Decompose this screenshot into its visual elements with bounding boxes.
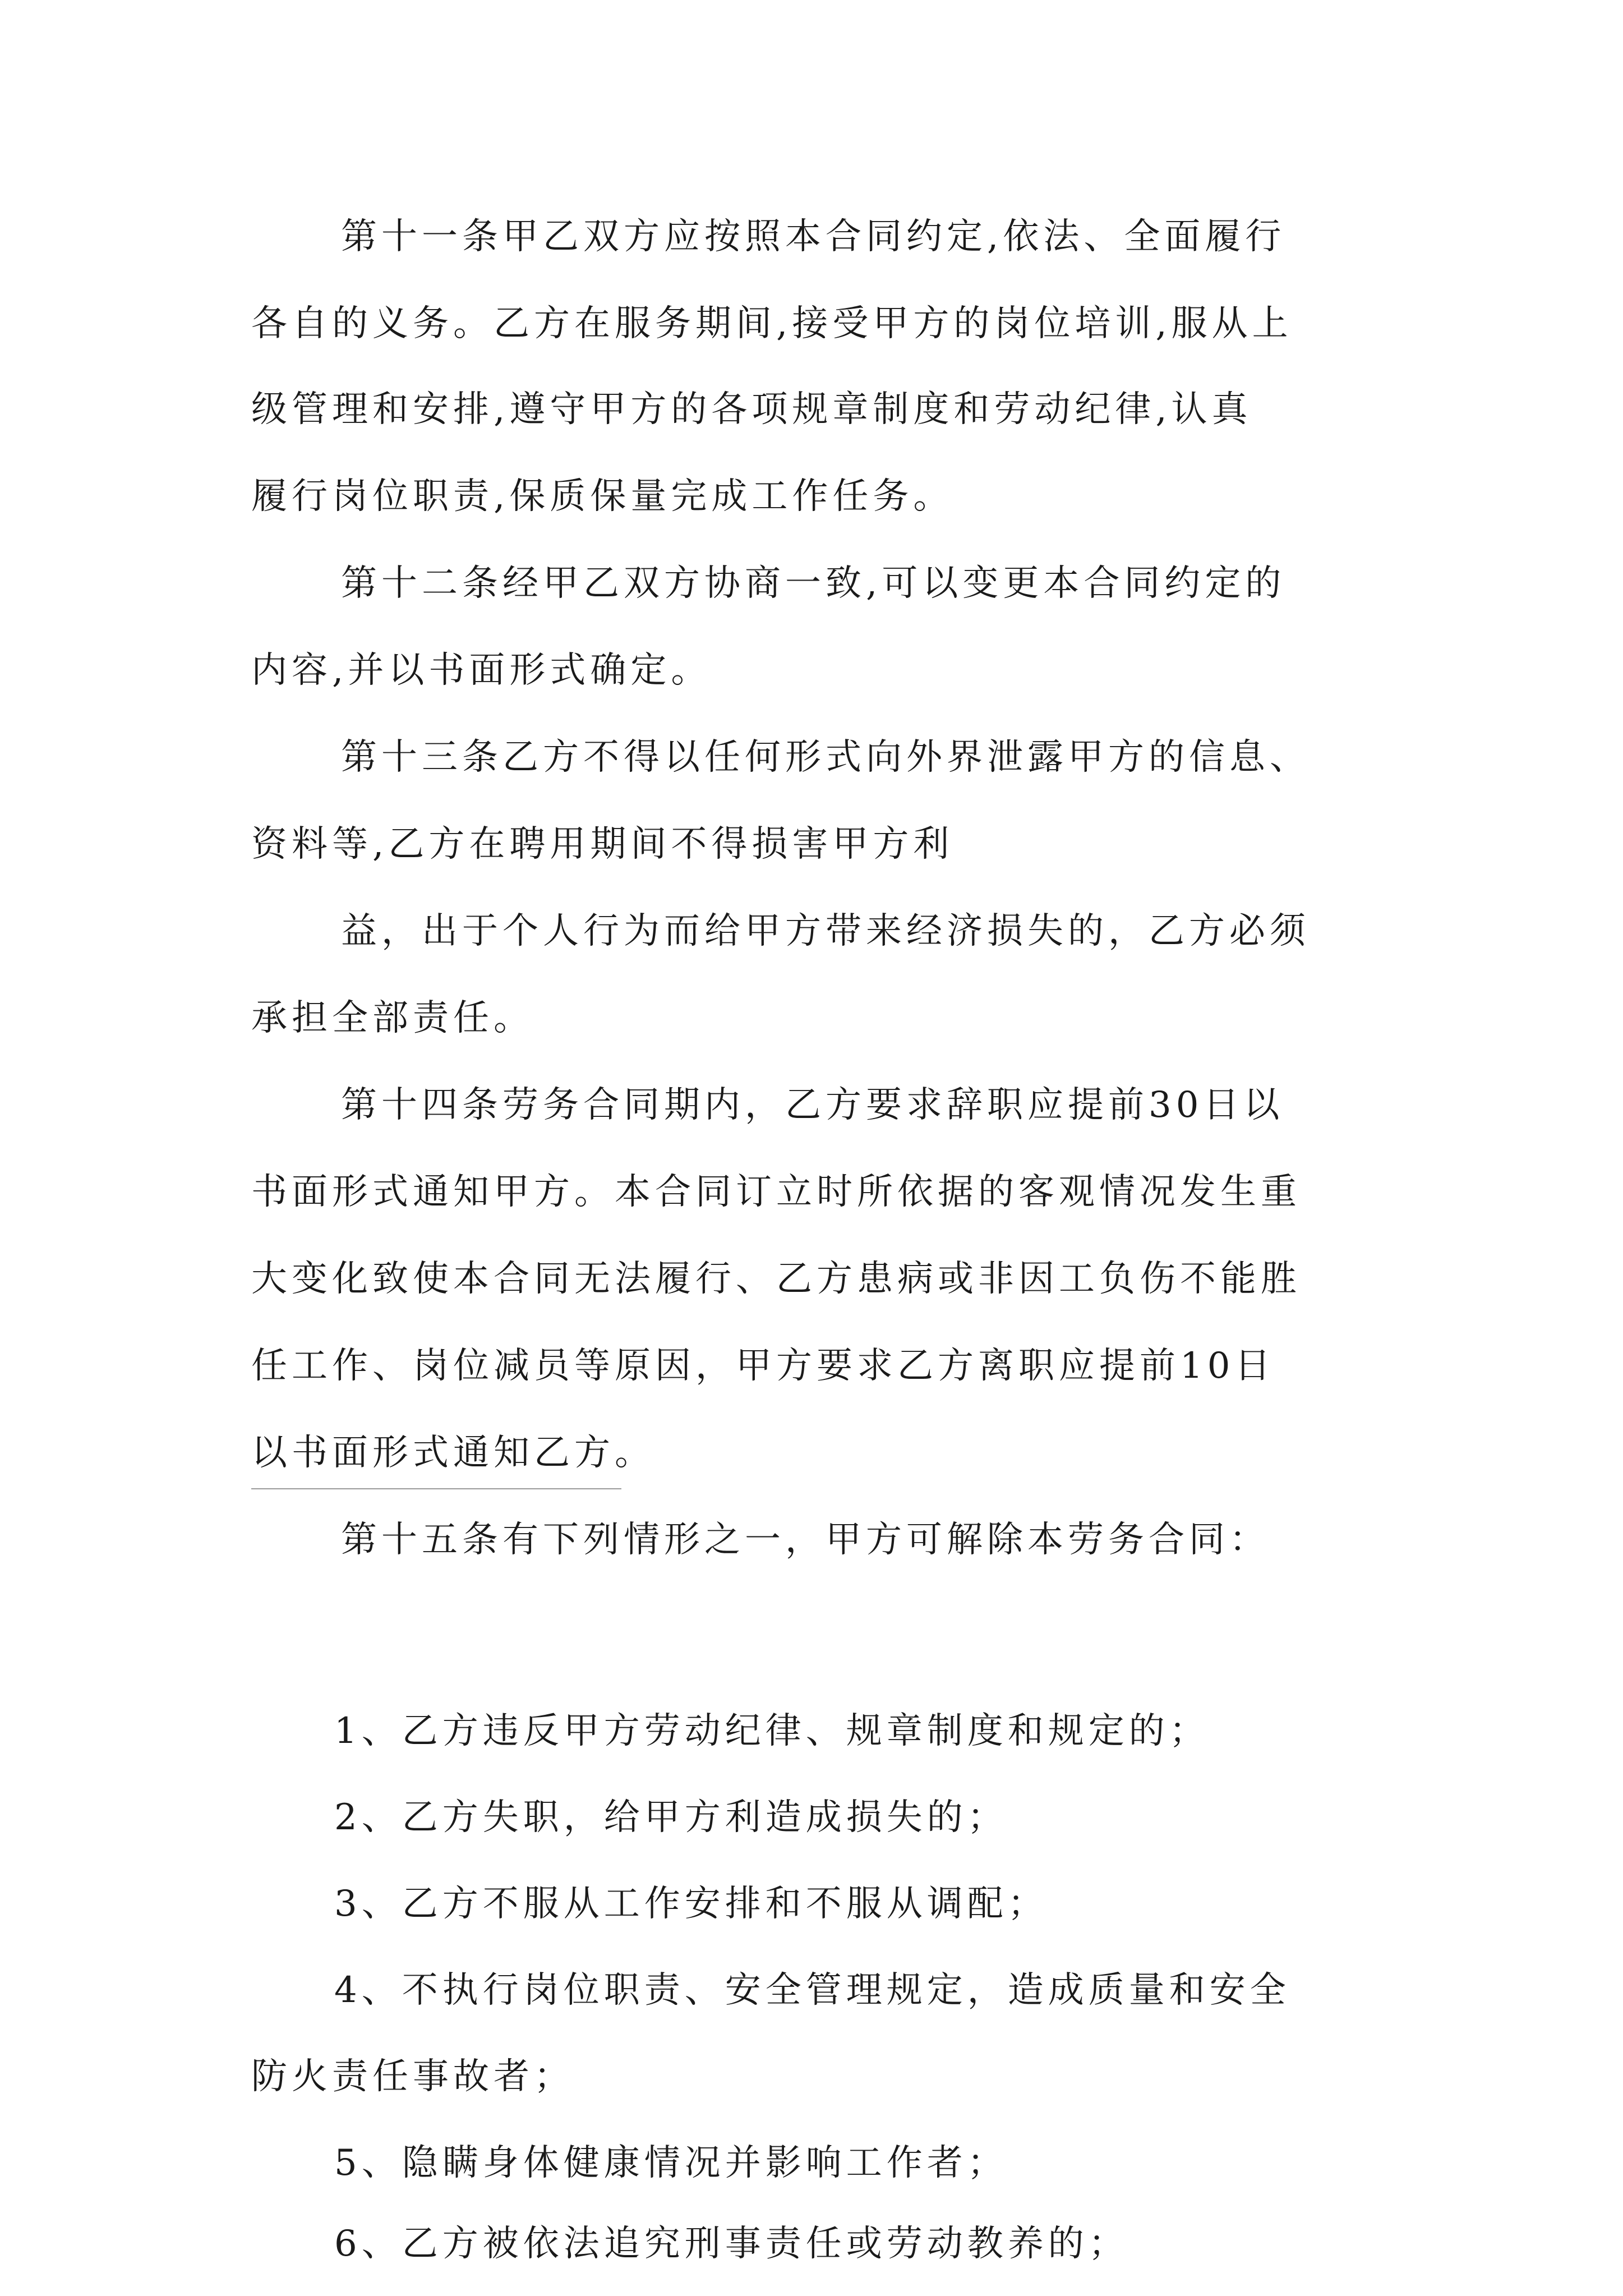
article-14-line-1: 第十四条劳务合同期内，乙方要求辞职应提前30日以 xyxy=(341,1084,1284,1126)
article-13-line-2: 资料等,乙方在聘用期间不得损害甲方利 xyxy=(251,823,954,865)
article-14-line-2: 书面形式通知甲方。本合同订立时所依据的客观情况发生重 xyxy=(251,1171,1301,1213)
article-14-line-3: 大变化致使本合同无法履行、乙方患病或非因工负伤不能胜 xyxy=(251,1258,1301,1300)
article-14-line-4: 任工作、岗位减员等原因，甲方要求乙方离职应提前10日 xyxy=(251,1345,1275,1387)
section-divider xyxy=(251,1488,621,1489)
list-item-5: 5、隐瞒身体健康情况并影响工作者； xyxy=(334,2142,1008,2184)
article-13-cont-line-1: 益，出于个人行为而给甲方带来经济损失的，乙方必须 xyxy=(341,910,1310,952)
article-11-line-2: 各自的义务。乙方在服务期间,接受甲方的岗位培训,服从上 xyxy=(251,303,1293,344)
article-15-line-1: 第十五条有下列情形之一，甲方可解除本劳务合同： xyxy=(341,1519,1270,1561)
article-14-line-5: 以书面形式通知乙方。 xyxy=(251,1432,655,1474)
article-11-line-4: 履行岗位职责,保质保量完成工作任务。 xyxy=(251,476,954,517)
article-13-line-1: 第十三条乙方不得以任何形式向外界泄露甲方的信息、 xyxy=(341,737,1310,778)
list-item-1: 1、乙方违反甲方劳动纪律、规章制度和规定的； xyxy=(334,1710,1210,1752)
list-item-3: 3、乙方不服从工作安排和不服从调配； xyxy=(334,1883,1048,1925)
article-13-cont-line-2: 承担全部责任。 xyxy=(251,997,534,1039)
article-12-line-1: 第十二条经甲乙双方协商一致,可以变更本合同约定的 xyxy=(341,563,1286,604)
list-item-6: 6、乙方被依法追究刑事责任或劳动教养的； xyxy=(334,2223,1129,2265)
list-item-4-line-2: 防火责任事故者； xyxy=(251,2056,574,2097)
article-11-line-1: 第十一条甲乙双方应按照本合同约定,依法、全面履行 xyxy=(341,216,1286,257)
list-item-4-line-1: 4、不执行岗位职责、安全管理规定，造成质量和安全 xyxy=(334,1970,1290,2011)
list-item-2: 2、乙方失职，给甲方利造成损失的； xyxy=(334,1797,1008,1838)
article-11-line-3: 级管理和安排,遵守甲方的各项规章制度和劳动纪律,认真 xyxy=(251,389,1252,430)
article-12-line-2: 内容,并以书面形式确定。 xyxy=(251,650,712,691)
